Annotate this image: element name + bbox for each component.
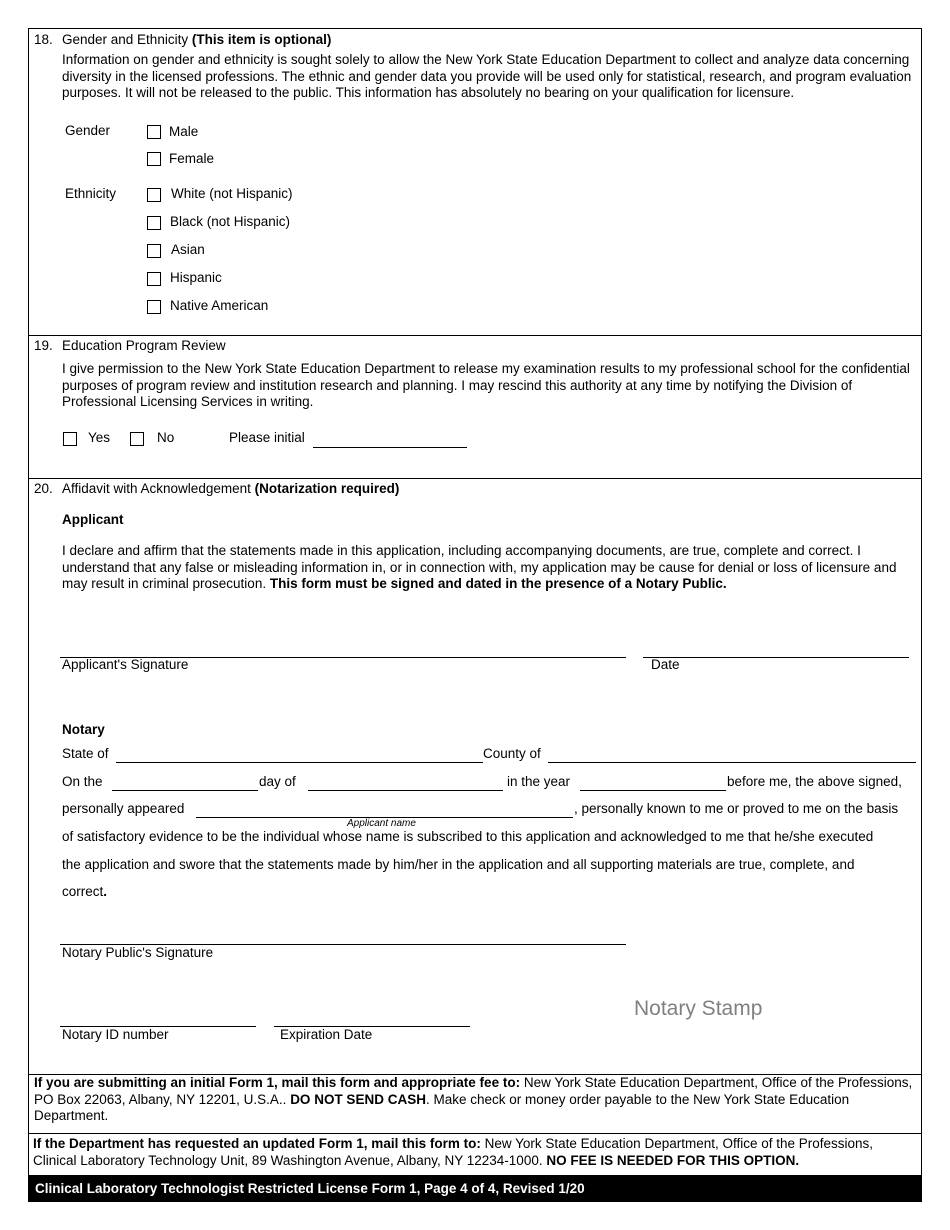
ethnicity-asian-label: Asian	[171, 242, 205, 257]
section-18-info: Information on gender and ethnicity is sought solely to allow the New York State Education Department to collect and analyze data concerning diversity in the licensed professions. The ethnic and gender data you provide will be used only for statistical, research, and program evaluation purposes. It will not be released to the public. This information has absolutely no bearing on your qualification for licensure.	[62, 52, 912, 100]
mail-update-intro: If the Department has requested an updated Form 1, mail this form to:	[33, 1136, 481, 1151]
ethnicity-black-checkbox[interactable]	[147, 216, 161, 230]
ethnicity-native-american-checkbox[interactable]	[147, 300, 161, 314]
gender-male-label: Male	[169, 124, 199, 139]
review-no-checkbox[interactable]	[130, 432, 144, 446]
ethnicity-hispanic-checkbox[interactable]	[147, 272, 161, 286]
section-18-title	[62, 32, 331, 48]
gender-female-checkbox[interactable]	[147, 152, 161, 166]
notary-id-label: Notary ID number	[62, 1027, 169, 1042]
section-20-title-text: Affidavit with Acknowledgement	[62, 481, 251, 496]
ethnicity-hispanic-label: Hispanic	[170, 270, 222, 285]
mail-update-address: New York State Education Department, Office of the Professions, Clinical Laboratory Technology Unit, 89 Washington Avenue, Albany, NY 12234-1000.	[33, 1136, 874, 1168]
section-19-number: 19.	[34, 338, 53, 353]
form-footer-text: Clinical Laboratory Technologist Restricted License Form 1, Page 4 of 4, Revised 1/20	[35, 1181, 585, 1196]
ethnicity-black-label: Black (not Hispanic)	[170, 214, 291, 229]
review-no-label: No	[157, 430, 175, 445]
no-fee-note: NO FEE IS NEEDED FOR THIS OPTION.	[546, 1152, 800, 1168]
gender-label: Gender	[65, 123, 111, 138]
section-20-title	[62, 481, 399, 497]
personally-appeared-label: personally appeared	[62, 801, 185, 816]
applicant-date-line[interactable]	[643, 657, 909, 658]
in-the-year-label: in the year	[507, 774, 571, 789]
day-input-line[interactable]	[112, 790, 258, 791]
applicant-date-label: Date	[651, 657, 680, 672]
gender-female-label: Female	[169, 151, 215, 166]
on-the-label: On the	[62, 774, 103, 789]
gender-male-checkbox[interactable]	[147, 125, 161, 139]
applicant-name-caption: Applicant name	[347, 818, 416, 829]
notary-stamp-placeholder: Notary Stamp	[634, 997, 763, 1020]
mail-update-section	[29, 1133, 921, 1175]
satisfactory-evidence-text: of satisfactory evidence to be the individual whose name is subscribed to this application and acknowledged to me that he/she executed	[62, 829, 874, 844]
review-yes-label: Yes	[88, 430, 111, 445]
before-me-text: before me, the above signed,	[727, 774, 902, 789]
mail-initial-payment-note: . Make check or money order payable to the New York State Education Department.	[34, 1091, 850, 1123]
applicant-declaration	[62, 543, 912, 593]
declaration-notary-warning: This form must be signed and dated in the presence of a Notary Public.	[269, 576, 727, 591]
initial-input-line[interactable]	[313, 447, 467, 448]
ethnicity-white-label: White (not Hispanic)	[171, 186, 293, 201]
section-18-title-text: Gender and Ethnicity	[62, 32, 189, 47]
ethnicity-label: Ethnicity	[65, 186, 117, 201]
section-18-number: 18.	[34, 32, 53, 47]
section-19-title: Education Program Review	[62, 338, 226, 353]
section-20-notarization-note: (Notarization required)	[254, 481, 400, 496]
correct-text	[62, 884, 107, 900]
section-19-info: I give permission to the New York State Education Department to release my examination results to my professional school for the confidential purposes of program review and institution research and planning. I may rescind this authority at any time by notifying the Division of Professional Licensing Services in writing.	[62, 361, 910, 409]
form-footer	[29, 1175, 921, 1202]
correct-word: correct	[62, 884, 104, 899]
review-yes-checkbox[interactable]	[63, 432, 77, 446]
section-20	[29, 478, 921, 1075]
mail-update-text	[33, 1136, 917, 1169]
declaration-text: I declare and affirm that the statements made in this application, including accompanying documents, are true, complete and correct. I understand that any false or misleading information in, or in connection with, my application may be cause for denial or loss of licensure and may result in criminal prosecution.	[62, 543, 897, 591]
month-input-line[interactable]	[308, 790, 503, 791]
ethnicity-asian-checkbox[interactable]	[147, 244, 161, 258]
notary-signature-label: Notary Public's Signature	[62, 945, 214, 960]
applicant-signature-label: Applicant's Signature	[62, 657, 189, 672]
notary-heading: Notary	[62, 722, 105, 737]
state-of-label: State of	[62, 746, 109, 761]
mail-initial-address: New York State Education Department, Office of the Professions, PO Box 22063, Albany, NY 12201, U.S.A..	[34, 1075, 913, 1107]
county-input-line[interactable]	[548, 762, 916, 763]
applicant-heading: Applicant	[62, 512, 124, 527]
section-18-optional-note: (This item is optional)	[191, 32, 332, 47]
correct-period: .	[103, 884, 108, 899]
day-of-label: day of	[259, 774, 296, 789]
section-18	[29, 29, 921, 336]
county-of-label: County of	[483, 746, 541, 761]
year-input-line[interactable]	[580, 790, 726, 791]
no-cash-warning: DO NOT SEND CASH	[290, 1091, 426, 1107]
ethnicity-native-american-label: Native American	[170, 298, 269, 313]
mail-initial-section	[29, 1074, 921, 1134]
swore-statements-text: the application and swore that the statements made by him/her in the application and all supporting materials are true, complete, and	[62, 857, 855, 872]
mail-initial-text	[34, 1075, 914, 1125]
expiration-date-label: Expiration Date	[280, 1027, 373, 1042]
section-20-number: 20.	[34, 481, 53, 496]
please-initial-label: Please initial	[229, 430, 305, 445]
mail-initial-intro: If you are submitting an initial Form 1, mail this form and appropriate fee to:	[34, 1075, 521, 1090]
form-page	[28, 28, 922, 1202]
state-input-line[interactable]	[116, 762, 483, 763]
section-19	[29, 335, 921, 479]
personally-known-text: , personally known to me or proved to me on the basis	[574, 801, 899, 816]
ethnicity-white-checkbox[interactable]	[147, 188, 161, 202]
